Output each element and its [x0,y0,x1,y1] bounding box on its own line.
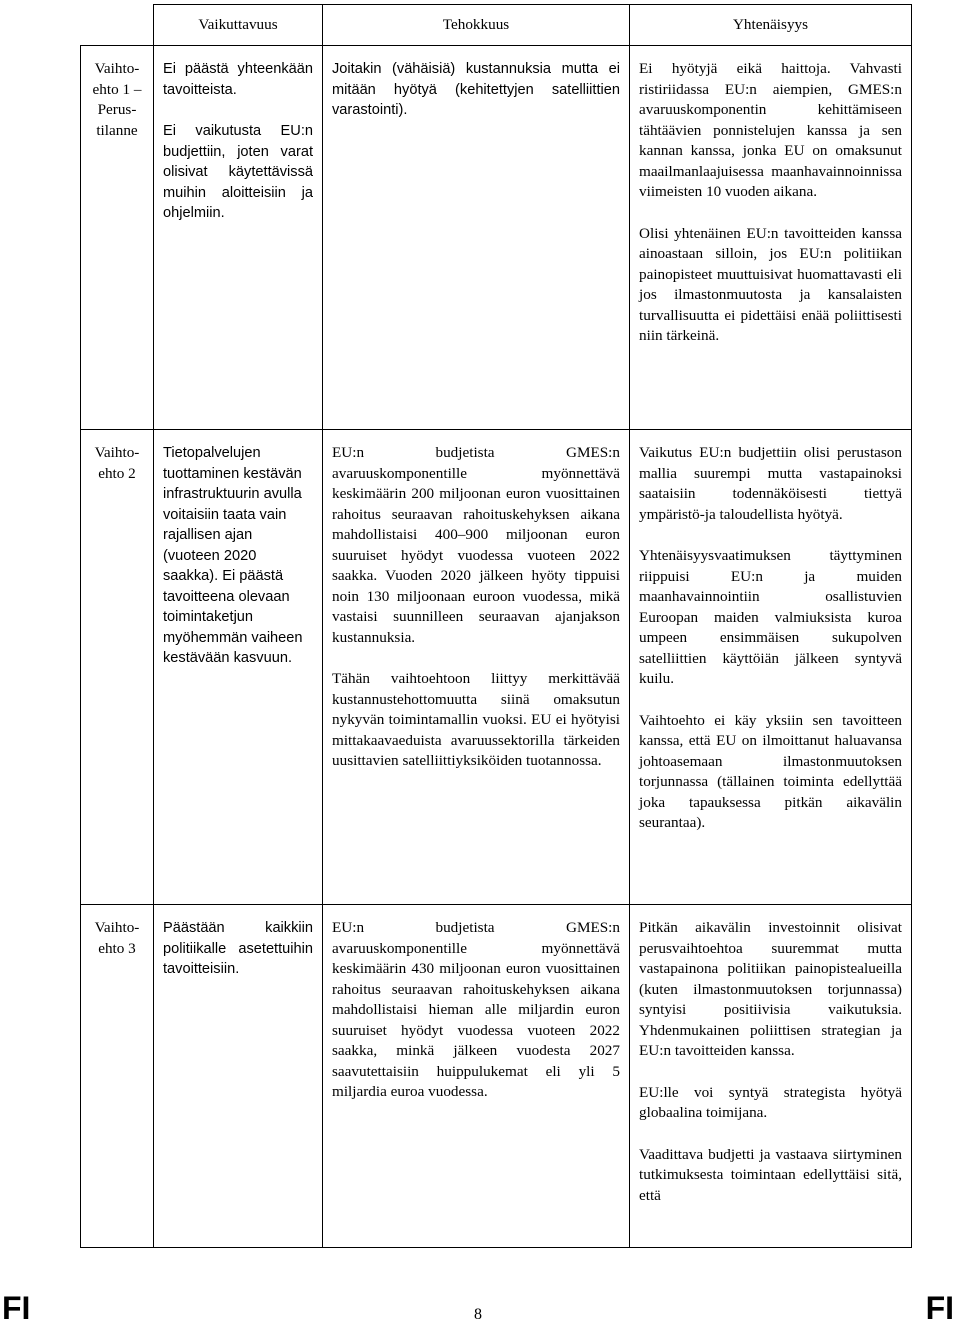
coherence-cell [630,905,912,1248]
cell-paragraph: Päästään kaikkiin politiikalle asetettuihin tavoitteisiin. [163,920,313,977]
coherence-cell [630,430,912,905]
row-label: Vaihto- ehto 3 [81,905,154,1248]
header-row [81,5,912,46]
efficiency-cell [323,46,630,430]
effectiveness-cell [154,46,323,430]
cell-paragraph: Olisi yhtenäinen EU:n tavoitteiden kanssa ainoastaan silloin, jos EU:n politiikan painopisteet muuttuisivat huomattavasti eli jos ilmastonmuutosta ja kansalaisten turvallisuutta ei pidettäisi enää poliittisesti niin tärkeinä. [639,224,902,344]
header-effectiveness: Vaikuttavuus [154,5,323,46]
impact-comparison-table [80,4,912,1248]
cell-paragraph: Ei päästä yhteenkään tavoitteista. [163,61,313,98]
cell-paragraph: Ei hyötyjä eikä haittoja. Vahvasti ristiriidassa EU:n aiempien, GMES:n avaruuskomponentin kehittämiseen tähtäävien ponnistelujen kanssa ja sen kannan kanssa, jonka EU on omaksunut maailmanlaajuisessa maanhavainnoinnissa viimeisten 10 vuoden aikana. [639,60,902,200]
page-number: 8 [474,1306,482,1323]
footer-language-right: FI [925,1290,954,1326]
cell-paragraph: Joitakin (vähäisiä) kustannuksia mutta ei mitään hyötyä (kehitettyjen satelliittien varastointi). [332,61,620,118]
table-row [81,46,912,430]
row-label: Vaihto- ehto 1 – Perus- tilanne [81,46,154,430]
efficiency-cell [323,905,630,1248]
cell-paragraph: Vaadittava budjetti ja vastaava siirtyminen tutkimuksesta toimintaan edellyttäisi sitä, että [639,1145,902,1204]
cell-paragraph: Ei vaikutusta EU:n budjettiin, joten varat olisivat käytettävissä muihin aloitteisiin ja ohjelmiin. [163,123,313,221]
cell-paragraph: Yhtenäisyysvaatimuksen täyttyminen riippuisi EU:n ja muiden maanhavainnointiin osallistuvien Euroopan maiden valmiuksista kuroa umpeen ensimmäisen sukupolven satelliittien käyttöiän jälkeen syntyvä kuilu. [639,547,902,687]
table-row [81,905,912,1248]
table-row [81,430,912,905]
cell-paragraph: Pitkän aikavälin investoinnit olisivat perusvaihtoehtoa suuremmat mutta vastapainona politiikan painopistealueilla (kuten ilmastonmuutoksen torjunnassa) syntyisi positiivisia vaikutuksia. Yhdenmukainen poliittisen strategian ja EU:n tavoitteiden kanssa. [639,919,902,1059]
header-coherence: Yhtenäisyys [630,5,912,46]
cell-paragraph: EU:n budjetista GMES:n avaruuskomponentille myönnettävä keskimäärin 430 miljoonan euron vuosittainen rahoitus seuraavan rahoituskehyksen aikana mahdollistaisi hieman alle miljardin euron suuruiset hyödyt vuodessa vuoteen 2022 saakka, minkä jälkeen vuodesta 2027 saavutettaisiin huippulukemat eli yli 5 miljardia euroa vuodessa. [332,919,620,1100]
coherence-cell [630,46,912,430]
cell-paragraph: Tähän vaihtoehtoon liittyy merkittävää kustannustehottomuutta siinä omaksutun nykyvän toimintamallin vuoksi. EU ei hyötyisi mittakaavaeduista avaruussektorilla tärkeiden uusittavien satelliittiyksiköiden tuotannossa. [332,670,620,769]
effectiveness-cell [154,430,323,905]
row-label: Vaihto- ehto 2 [81,430,154,905]
header-empty [81,5,154,46]
cell-paragraph: EU:lle voi syntyä strategista hyötyä globaalina toimijana. [639,1083,902,1121]
cell-paragraph: EU:n budjetista GMES:n avaruuskomponentille myönnettävä keskimäärin 200 miljoonan euron vuosittainen rahoitus seuraavan rahoituskehyksen aikana mahdollistaisi 400–900 miljoonan euron suuruiset hyödyt vuodessa vuoteen 2022 saakka. Vuoden 2020 jälkeen hyöty tippuisi noin 130 miljoonaan euroon vuodessa, mikä vastaisi suunnilleen seuraavan ajanjakson kustannuksia. [332,444,620,646]
efficiency-cell [323,430,630,905]
cell-paragraph: Tietopalvelujen tuottaminen kestävän infrastruktuurin avulla voitaisiin taata vain rajallisen ajan (vuoteen 2020 saakka). Ei päästä tavoitteena olevaan toimintaketjun myöhemmän vaiheen kestävään kasvuun. [163,445,303,666]
header-efficiency: Tehokkuus [323,5,630,46]
cell-paragraph: Vaihtoehto ei käy yksiin sen tavoitteen kanssa, että EU on ilmoittanut haluavansa johtoasemaan ilmastonmuutoksen torjunnassa (tällainen toiminta edellyttää joka tapauksessa pitkän aikavälin seurantaa). [639,711,902,831]
effectiveness-cell [154,905,323,1248]
cell-paragraph: Vaikutus EU:n budjettiin olisi perustason mallia suurempi mutta vastapainoksi saataisiin todennäköisesti tiettyä ympäristö-ja taloudellista hyötyä. [639,444,902,523]
footer-language-left: FI [2,1290,31,1326]
